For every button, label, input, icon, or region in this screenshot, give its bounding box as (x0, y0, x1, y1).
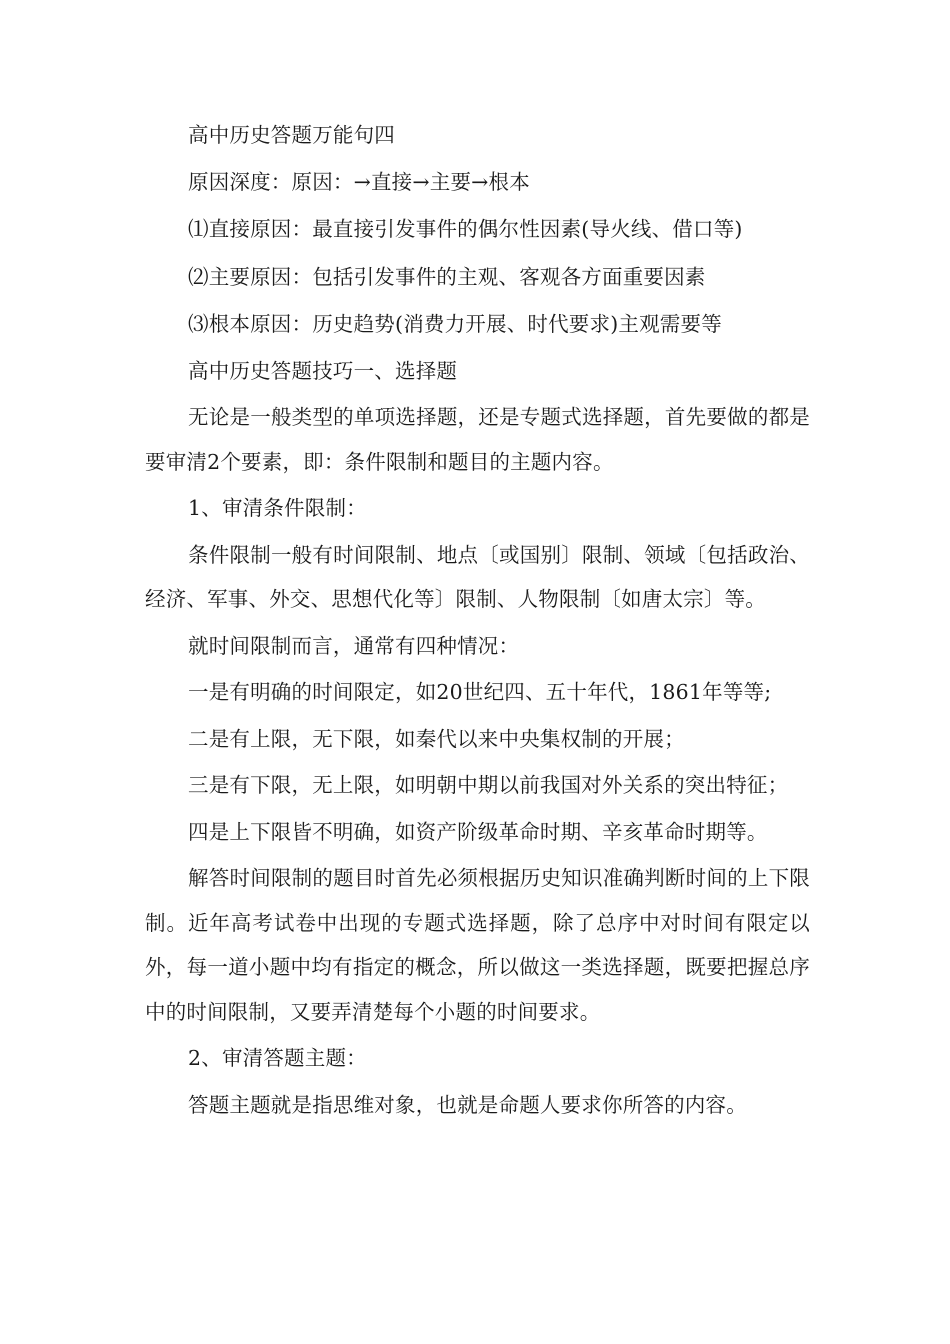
list-item-time-case-2: 二是有上限，无下限，如秦代以来中央集权制的开展； (188, 726, 685, 751)
list-item-time-case-3: 三是有下限，无上限，如明朝中期以前我国对外关系的突出特征； (188, 773, 789, 797)
list-item-direct-cause: ⑴直接原因：最直接引发事件的偶尔性因素(导火线、借口等) (188, 217, 743, 241)
subheading-conditions: 1、审清条件限制： (188, 496, 367, 520)
heading-universal-sentences: 高中历史答题万能句四 (188, 123, 395, 147)
subheading-answer-topic: 2、审清答题主题： (188, 1046, 367, 1070)
paragraph-condition-types: 条件限制一般有时间限制、地点〔或国别〕限制、领域〔包括政治、经济、军事、外交、思想代化等〕限制、人物限制〔如唐太宗〕等。 (145, 542, 810, 611)
paragraph-time-solution: 解答时间限制的题目时首先必须根据历史知识准确判断时间的上下限制。近年高考试卷中出现的专题式选择题，除了总序中对时间有限定以外，每一道小题中均有指定的概念，所以做这一类选择题，既要把握总序中的时间限制，又要弄清楚每个小题的时间要求。 (145, 866, 810, 1024)
paragraph-cause-depth: 原因深度：原因：→直接→主要→根本 (188, 169, 530, 194)
paragraph-time-limits: 就时间限制而言，通常有四种情况： (188, 633, 520, 658)
list-item-time-case-4: 四是上下限皆不明确，如资产阶级革命时期、辛亥革命时期等。 (188, 819, 768, 844)
list-item-time-case-1: 一是有明确的时间限定，如20世纪四、五十年代，1861年等等; (188, 680, 772, 704)
paragraph-choice-questions: 无论是一般类型的单项选择题，还是专题式选择题，首先要做的都是要审清2个要素，即：条件限制和题目的主题内容。 (145, 405, 810, 474)
paragraph-answer-topic: 答题主题就是指思维对象，也就是命题人要求你所答的内容。 (188, 1092, 747, 1117)
heading-answer-techniques: 高中历史答题技巧一、选择题 (188, 358, 458, 383)
document-body (145, 113, 810, 1129)
list-item-root-cause: ⑶根本原因：历史趋势(消费力开展、时代要求)主观需要等 (188, 312, 722, 336)
list-item-main-cause: ⑵主要原因：包括引发事件的主观、客观各方面重要因素 (188, 265, 706, 289)
